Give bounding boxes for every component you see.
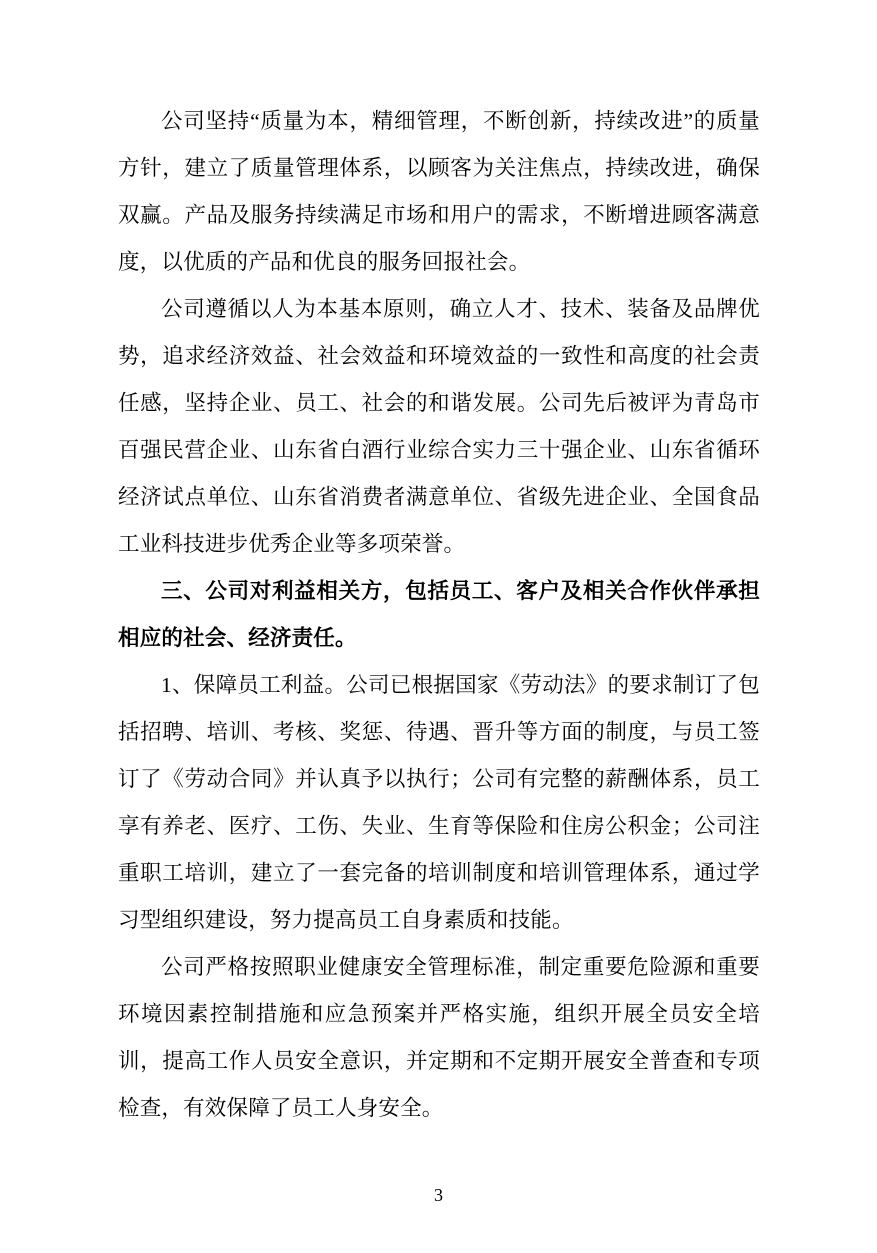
paragraph-quality-policy: 公司坚持“质量为本，精细管理，不断创新，持续改进”的质量方针，建立了质量管理体系，以顾客为关注焦点，持续改进，确保双赢。产品及服务持续满足市场和用户的需求，不断增进顾客满意度，以优质的产品和优良的服务回报社会。 [118, 109, 760, 274]
page-number: 3 [434, 1185, 443, 1205]
paragraph-employee-benefits: 1、保障员工利益。公司已根据国家《劳动法》的要求制订了包括招聘、培训、考核、奖惩、待遇、晋升等方面的制度，与员工签订了《劳动合同》并认真予以执行；公司有完整的薪酬体系，员工享有养老、医疗、工伤、失业、生育等保险和住房公积金；公司注重职工培训，建立了一套完备的培训制度和培训管理体系，通过学习型组织建设，努力提高员工自身素质和技能。 [118, 673, 760, 932]
paragraph-occupational-safety: 公司严格按照职业健康安全管理标准，制定重要危险源和重要环境因素控制措施和应急预案并严格实施，组织开展全员安全培训，提高工作人员安全意识，并定期和不定期开展安全普查和专项检查，有效保障了员工人身安全。 [118, 955, 760, 1120]
heading-section-three: 三、公司对利益相关方，包括员工、客户及相关合作伙伴承担相应的社会、经济责任。 [118, 579, 760, 650]
page-body [118, 98, 760, 1132]
paragraph-people-oriented: 公司遵循以人为本基本原则，确立人才、技术、装备及品牌优势，追求经济效益、社会效益和环境效益的一致性和高度的社会责任感，坚持企业、员工、社会的和谐发展。公司先后被评为青岛市百强民营企业、山东省白酒行业综合实力三十强企业、山东省循环经济试点单位、山东省消费者满意单位、省级先进企业、全国食品工业科技进步优秀企业等多项荣誉。 [118, 297, 760, 556]
